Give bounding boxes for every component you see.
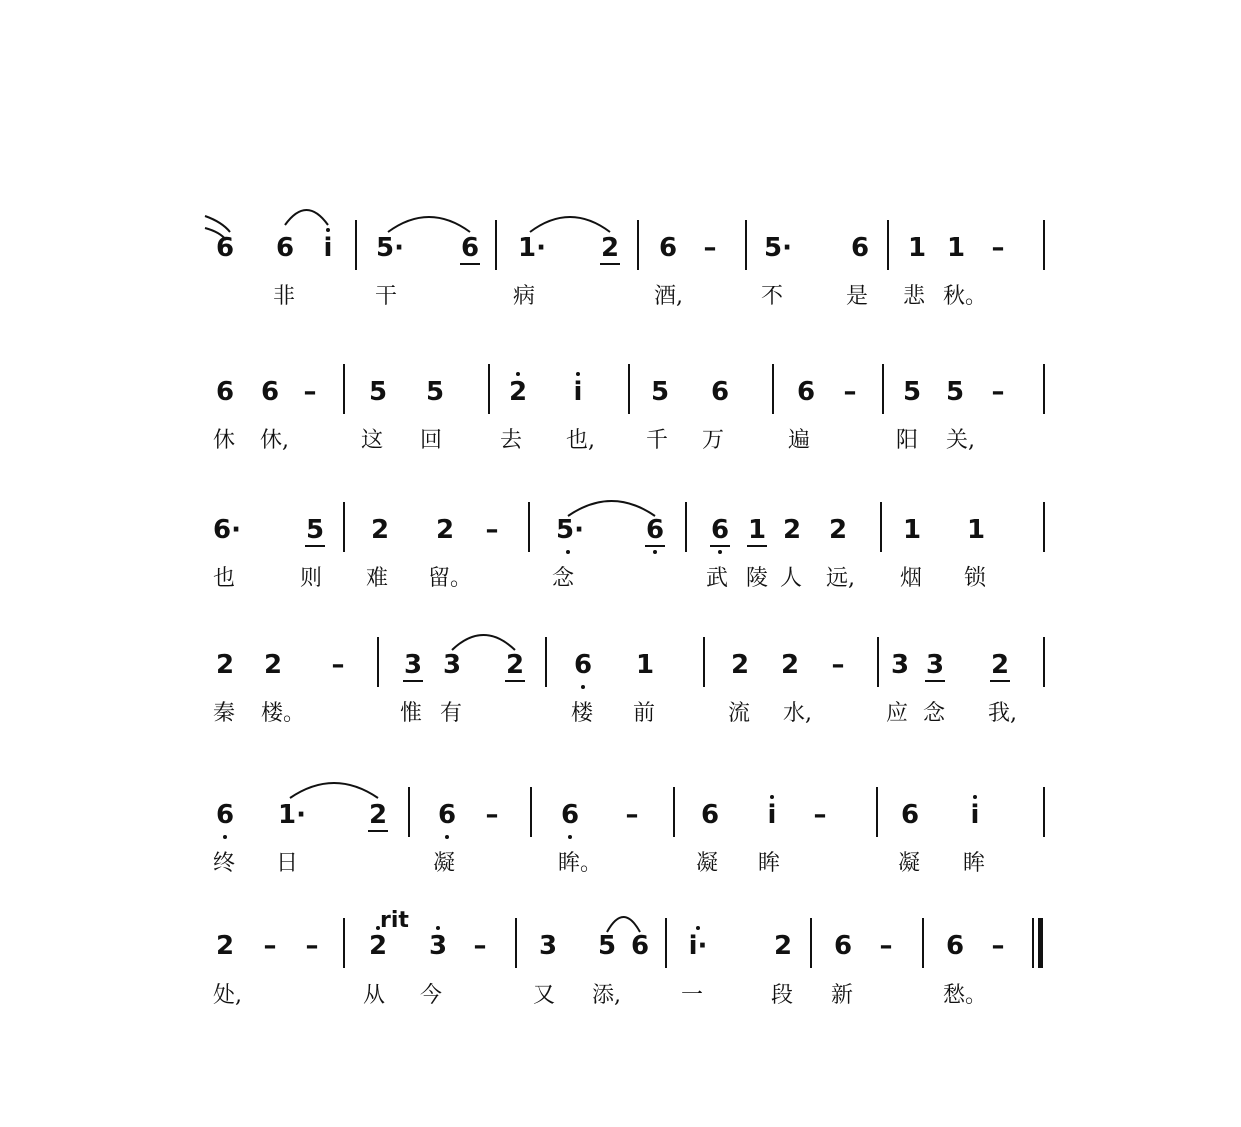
lyric-char: 回	[420, 428, 443, 453]
note: 6	[700, 800, 720, 830]
note: 6	[215, 377, 235, 407]
barline	[772, 364, 774, 414]
note: 2	[505, 650, 525, 680]
barline	[665, 918, 667, 968]
note: 2	[435, 515, 455, 545]
slur	[290, 783, 378, 798]
octave-dot-high	[436, 926, 440, 930]
octave-dot-high	[516, 372, 520, 376]
barline	[355, 220, 357, 270]
note: 5	[650, 377, 670, 407]
duration-underline	[645, 545, 665, 547]
note: 5	[902, 377, 922, 407]
note: i·	[688, 931, 708, 961]
barline	[887, 220, 889, 270]
lyric-char: 这	[361, 428, 384, 453]
note: 6	[260, 377, 280, 407]
barline	[408, 787, 410, 837]
note: 3	[890, 650, 910, 680]
duration-underline	[403, 680, 423, 682]
slur	[607, 917, 640, 932]
note: 2	[780, 650, 800, 680]
duration-underline	[925, 680, 945, 682]
note: 5·	[556, 515, 584, 545]
note: 2	[990, 650, 1010, 680]
octave-dot-high	[973, 795, 977, 799]
barline	[495, 220, 497, 270]
octave-dot-low	[653, 550, 657, 554]
note: 2	[600, 233, 620, 263]
barline	[343, 364, 345, 414]
lyric-char: 今	[420, 983, 443, 1008]
note: 6	[460, 233, 480, 263]
octave-dot-low	[445, 835, 449, 839]
lyric-char: 则	[300, 566, 323, 591]
note: 6	[833, 931, 853, 961]
barline	[745, 220, 747, 270]
barline	[673, 787, 675, 837]
lyric-char: 愁。	[943, 983, 988, 1008]
note: 1·	[278, 800, 306, 830]
lyric-char: 酒,	[654, 284, 683, 309]
lyric-char: 休	[213, 428, 236, 453]
barline	[1043, 220, 1045, 270]
note: 6	[560, 800, 580, 830]
note: 5	[305, 515, 325, 545]
lyric-char: 又	[533, 983, 556, 1008]
lyric-char: 凝	[433, 851, 456, 876]
note: –	[703, 233, 717, 263]
barline	[1043, 364, 1045, 414]
note: –	[473, 931, 487, 961]
lyric-char: 非	[273, 284, 296, 309]
lyric-char: 秦	[213, 701, 236, 726]
barline	[637, 220, 639, 270]
lyric-char: 也,	[566, 428, 595, 453]
note: 1	[902, 515, 922, 545]
lyric-char: 楼。	[261, 701, 306, 726]
note: 6	[573, 650, 593, 680]
note: 5	[368, 377, 388, 407]
note: 6	[658, 233, 678, 263]
lyric-char: 锁	[964, 566, 987, 591]
note: –	[991, 377, 1005, 407]
note: i	[767, 800, 777, 830]
lyric-char: 凝	[898, 851, 921, 876]
note: 6	[710, 377, 730, 407]
note: –	[485, 800, 499, 830]
barline	[343, 502, 345, 552]
note: 2	[368, 931, 388, 961]
lyric-char: 也	[213, 566, 236, 591]
note: 1·	[518, 233, 546, 263]
lyric-char: 眸。	[558, 851, 603, 876]
lyric-char: 秋。	[943, 284, 988, 309]
note: 6	[437, 800, 457, 830]
note: –	[879, 931, 893, 961]
duration-underline	[305, 545, 325, 547]
final-barline	[1038, 918, 1043, 968]
note: 6	[275, 233, 295, 263]
lyric-char: 楼	[571, 701, 594, 726]
barline	[880, 502, 882, 552]
slur	[388, 217, 470, 232]
note: 6	[796, 377, 816, 407]
lyric-char: 惟	[400, 701, 423, 726]
note: –	[991, 931, 1005, 961]
lyric-char: 新	[831, 983, 854, 1008]
note: –	[303, 377, 317, 407]
note: 3	[442, 650, 462, 680]
duration-underline	[600, 263, 620, 265]
lyric-char: 一	[681, 983, 704, 1008]
barline	[515, 918, 517, 968]
barline	[545, 637, 547, 687]
note: –	[331, 650, 345, 680]
note: 2	[370, 515, 390, 545]
octave-dot-high	[696, 926, 700, 930]
note: 6	[710, 515, 730, 545]
lyric-char: 难	[366, 566, 389, 591]
note: 2	[828, 515, 848, 545]
lyric-char: 流	[728, 701, 751, 726]
lyric-char: 干	[375, 284, 398, 309]
lyric-char: 万	[702, 428, 725, 453]
octave-dot-high	[326, 228, 330, 232]
barline	[703, 637, 705, 687]
barline	[685, 502, 687, 552]
barline	[377, 637, 379, 687]
lyric-char: 从	[363, 983, 386, 1008]
note: 6	[645, 515, 665, 545]
duration-underline	[747, 545, 767, 547]
slur	[568, 501, 655, 516]
note: 3	[925, 650, 945, 680]
note: 1	[635, 650, 655, 680]
lyric-char: 念	[923, 701, 946, 726]
note: 1	[907, 233, 927, 263]
note: i	[970, 800, 980, 830]
lyric-char: 我,	[988, 701, 1017, 726]
lyric-char: 是	[846, 284, 869, 309]
note: 1	[946, 233, 966, 263]
note: –	[485, 515, 499, 545]
note: 5·	[764, 233, 792, 263]
barline	[488, 364, 490, 414]
tempo-marking: rit	[380, 908, 409, 933]
lyric-char: 人	[780, 566, 803, 591]
note: –	[813, 800, 827, 830]
duration-underline	[990, 680, 1010, 682]
barline	[876, 787, 878, 837]
lyric-char: 远,	[826, 566, 855, 591]
note: 3	[538, 931, 558, 961]
note: –	[305, 931, 319, 961]
barline	[1043, 637, 1045, 687]
lyric-char: 阳	[896, 428, 919, 453]
note: 2	[215, 931, 235, 961]
lyric-char: 应	[886, 701, 909, 726]
lyric-char: 病	[513, 284, 536, 309]
octave-dot-low	[566, 550, 570, 554]
lyric-char: 日	[276, 851, 299, 876]
lyric-char: 添,	[592, 983, 621, 1008]
note: i	[573, 377, 583, 407]
note: 3	[403, 650, 423, 680]
note: –	[831, 650, 845, 680]
duration-underline	[710, 545, 730, 547]
lyric-char: 千	[646, 428, 669, 453]
note: 6	[215, 233, 235, 263]
note: 6	[945, 931, 965, 961]
slur	[530, 217, 610, 232]
barline	[628, 364, 630, 414]
note: 6	[215, 800, 235, 830]
note: 2	[263, 650, 283, 680]
lyric-char: 不	[761, 284, 784, 309]
note: –	[843, 377, 857, 407]
lyric-char: 陵	[746, 566, 769, 591]
note: –	[263, 931, 277, 961]
octave-dot-low	[223, 835, 227, 839]
lyric-char: 念	[552, 566, 575, 591]
lyric-char: 眸	[758, 851, 781, 876]
lyric-char: 处,	[213, 983, 242, 1008]
slur	[285, 210, 328, 225]
octave-dot-low	[718, 550, 722, 554]
note: 1	[966, 515, 986, 545]
note: 2	[730, 650, 750, 680]
barline	[922, 918, 924, 968]
note: 5	[425, 377, 445, 407]
lyric-char: 段	[771, 983, 794, 1008]
note: 1	[747, 515, 767, 545]
note: 2	[215, 650, 235, 680]
duration-underline	[460, 263, 480, 265]
note: 6	[900, 800, 920, 830]
barline	[530, 787, 532, 837]
barline	[1032, 918, 1034, 968]
note: 6	[630, 931, 650, 961]
lyric-char: 休,	[260, 428, 289, 453]
note: 2	[508, 377, 528, 407]
note: 3	[428, 931, 448, 961]
barline	[810, 918, 812, 968]
lyric-char: 有	[440, 701, 463, 726]
note: 6·	[213, 515, 241, 545]
note: –	[625, 800, 639, 830]
octave-dot-low	[568, 835, 572, 839]
note: 2	[773, 931, 793, 961]
barline	[1043, 502, 1045, 552]
lyric-char: 凝	[696, 851, 719, 876]
note: 2	[782, 515, 802, 545]
lyric-char: 留。	[428, 566, 473, 591]
note: i	[323, 233, 333, 263]
octave-dot-low	[581, 685, 585, 689]
duration-underline	[368, 830, 388, 832]
barline	[1043, 787, 1045, 837]
lyric-char: 遍	[788, 428, 811, 453]
lyric-char: 关,	[946, 428, 975, 453]
barline	[882, 364, 884, 414]
note: 6	[850, 233, 870, 263]
barline	[343, 918, 345, 968]
barline	[528, 502, 530, 552]
note: 2	[368, 800, 388, 830]
octave-dot-high	[770, 795, 774, 799]
lyric-char: 烟	[900, 566, 923, 591]
lyric-char: 去	[500, 428, 523, 453]
lyric-char: 前	[633, 701, 656, 726]
lyric-char: 眸	[963, 851, 986, 876]
octave-dot-high	[576, 372, 580, 376]
lyric-char: 水,	[783, 701, 812, 726]
note: 5	[597, 931, 617, 961]
barline	[877, 637, 879, 687]
duration-underline	[505, 680, 525, 682]
note: –	[991, 233, 1005, 263]
lyric-char: 武	[706, 566, 729, 591]
lyric-char: 终	[213, 851, 236, 876]
note: 5·	[376, 233, 404, 263]
note: 5	[945, 377, 965, 407]
slur	[452, 635, 515, 650]
lyric-char: 悲	[903, 284, 926, 309]
